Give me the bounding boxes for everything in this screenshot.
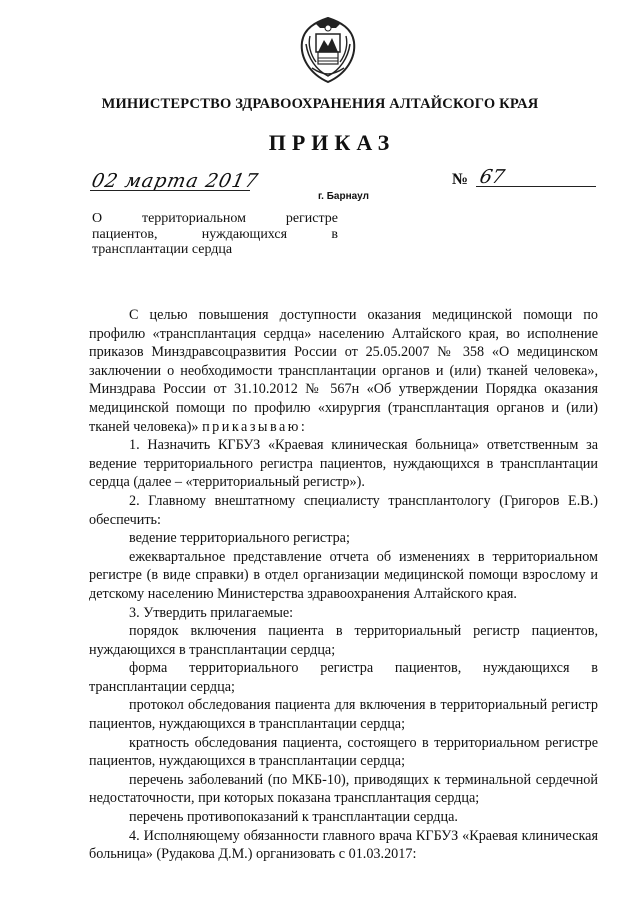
- preamble-text: С целью повышения доступности оказания медицинской помощи по профилю «трансплантация сердца» населению Алтайского края, во исполнение приказов Минздравсоцразвития России от 25.05.2007 № 358 «О медицинском заключении о необходимости трансплантации органов и (или) тканей человека», Минздрава России от 31.10.2012 № 567н «Об утверждении Порядка оказания медицинской помощи по профилю «хирургия (трансплантация органов и (или) тканей человека)»: [89, 307, 598, 435]
- clause-3-item: кратность обследования пациента, состоящего в территориальном регистре пациентов, нуждающихся в трансплантации сердца;: [89, 734, 598, 770]
- order-date-handwritten: 02 марта 2017: [89, 170, 261, 192]
- date-underline: [90, 190, 250, 191]
- clause-3: 3. Утвердить прилагаемые:: [129, 604, 294, 621]
- preamble-paragraph: [89, 306, 598, 436]
- order-body: [89, 306, 598, 864]
- clause-2-item: ведение территориального регистра;: [129, 530, 350, 547]
- document-title: ПРИКАЗ: [268, 130, 396, 155]
- clause-3-item: перечень противопоказаний к трансплантации сердца.: [129, 809, 458, 826]
- clause-2: 2. Главному внештатному специалисту трансплантологу (Григоров Е.В.) обеспечить:: [89, 492, 598, 528]
- order-number-label: №: [452, 171, 469, 188]
- ministry-name: МИНИСТЕРСТВО ЗДРАВООХРАНЕНИЯ АЛТАЙСКОГО КРАЯ: [101, 96, 539, 112]
- clause-3-item: перечень заболеваний (по МКБ-10), приводящих к терминальной сердечной недостаточности, при которых показана трансплантация сердца;: [89, 771, 598, 807]
- order-subject: [92, 211, 338, 258]
- clause-3-item: порядок включения пациента в территориальный регистр пациентов, нуждающихся в трансплантации сердца;: [89, 623, 598, 658]
- clause-4: 4. Исполняющему обязанности главного врача КГБУЗ «Краевая клиническая больница» (Рудакова Д.М.) организовать с 01.03.2017:: [89, 827, 598, 863]
- city-label: г. Барнаул: [318, 191, 369, 202]
- subject-line: пациентов, нуждающихся в: [92, 226, 338, 242]
- order-keyword: приказываю:: [202, 418, 308, 435]
- clause-1: 1. Назначить КГБУЗ «Краевая клиническая больница» ответственным за ведение территориального регистра пациентов, нуждающихся в трансплантации сердца (далее – «территориальный регистр»).: [89, 437, 598, 491]
- clause-2-item: ежеквартальное представление отчета об изменениях в территориальном регистре (в виде справки) в отдел организации медицинской помощи взрослому и детскому населению Министерства здравоохранения Алтайского края.: [89, 548, 598, 602]
- coat-of-arms-emblem: [296, 14, 360, 86]
- subject-line: О территориальном регистре: [92, 211, 338, 226]
- clause-3-item: форма территориального регистра пациентов, нуждающихся в трансплантации сердца;: [89, 660, 598, 695]
- clause-3-item: протокол обследования пациента для включения в территориальный регистр пациентов, нуждающихся в трансплантации сердца;: [89, 697, 598, 733]
- order-number-handwritten: 67: [477, 166, 507, 188]
- subject-line: трансплантации сердца: [92, 242, 233, 257]
- number-underline: [476, 186, 596, 187]
